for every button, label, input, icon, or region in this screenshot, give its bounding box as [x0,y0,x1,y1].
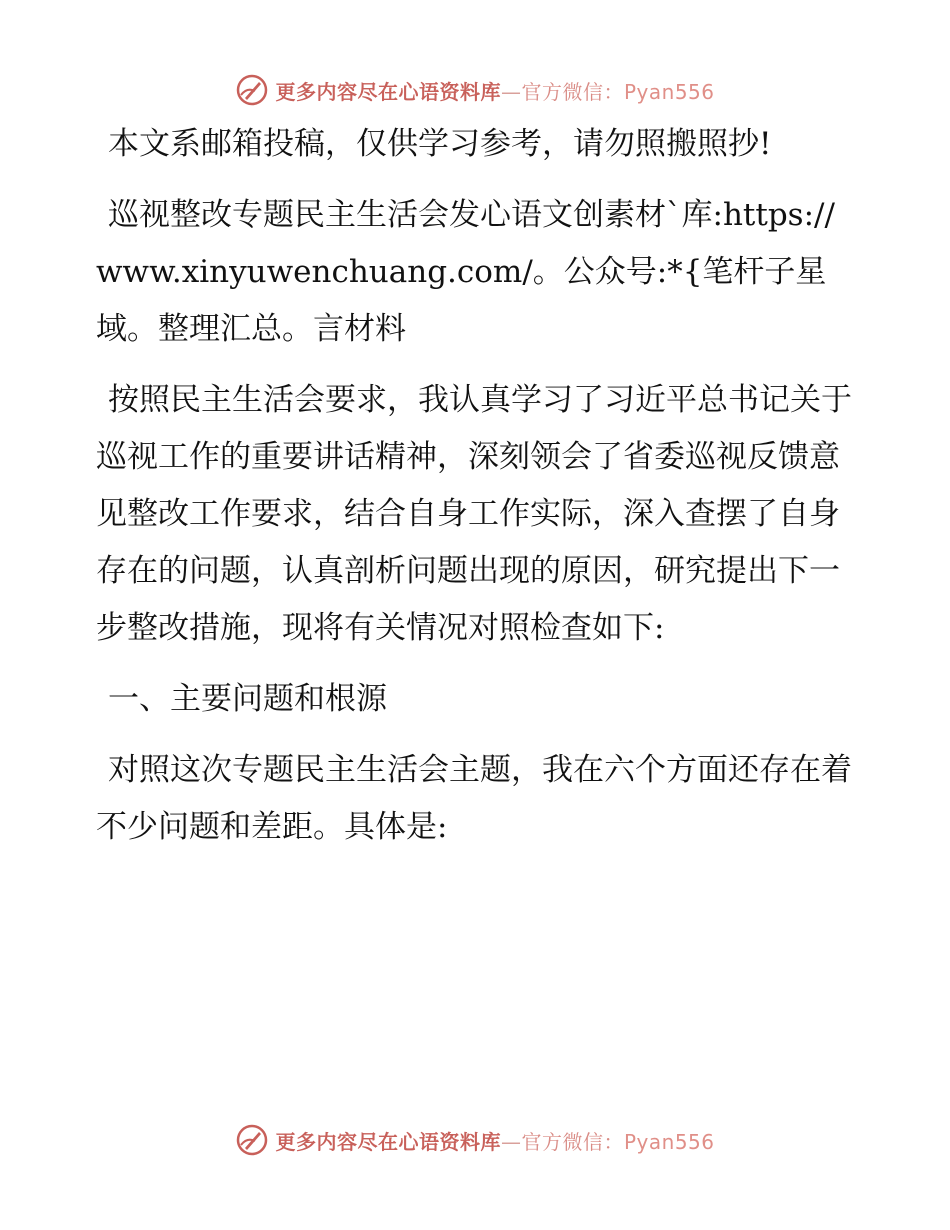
watermark-suffix: 官方微信： [521,1129,624,1154]
watermark-suffix: 官方微信： [521,79,624,104]
paragraph-source: 巡视整改专题民主生活会发心语文创素材`库:https://www.xinyuwenchuang.com/。公众号:*{笔杆子星域。整理汇总。言材料 [96,197,835,347]
watermark-text [275,76,714,105]
header-watermark [0,70,950,110]
paragraph-intro: 按照民主生活会要求，我认真学习了习近平总书记关于巡视工作的重要讲话精神，深刻领会了省委巡视反馈意见整改工作要求，结合自身工作实际，深入查摆了自身存在的问题，认真剖析问题出现的原因，研究提出下一步整改措施，现将有关情况对照检查如下: [96,382,852,646]
watermark-id: Pyan556 [623,1129,715,1154]
watermark-dash: — [500,79,522,104]
watermark-text [275,1126,714,1155]
watermark-id: Pyan556 [623,79,715,104]
quill-logo-icon [235,1123,269,1157]
document-body [96,116,856,870]
paragraph-overview: 对照这次专题民主生活会主题，我在六个方面还存在着不少问题和差距。具体是: [96,752,852,845]
footer-watermark [0,1120,950,1160]
watermark-dash: — [500,1129,522,1154]
watermark-main: 更多内容尽在心语资料库 [275,79,501,104]
watermark-main: 更多内容尽在心语资料库 [275,1129,501,1154]
section-heading: 一、主要问题和根源 [108,681,387,717]
paragraph-disclaimer: 本文系邮箱投稿，仅供学习参考，请勿照搬照抄! [108,126,772,162]
quill-logo-icon [235,73,269,107]
